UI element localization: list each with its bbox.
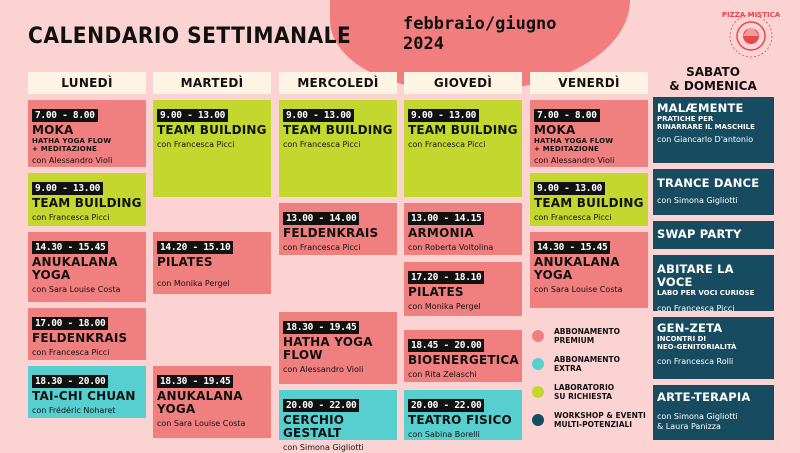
class-teacher: con Alessandro Violi: [534, 156, 615, 165]
pizza-mistica-logo: [723, 8, 779, 62]
class-time: 20.00 - 22.00: [283, 399, 359, 412]
event-teacher: con Simona Gigliotti: [657, 412, 738, 421]
legend-item-extra: [532, 350, 650, 378]
day-header-friday: VENERDÌ: [530, 72, 648, 94]
class-title: TEAM BUILDING: [534, 196, 644, 210]
class-card[interactable]: [28, 173, 146, 226]
legend-swatch: [532, 414, 544, 426]
legend-swatch: [532, 330, 544, 342]
date-range: [403, 14, 557, 54]
class-teacher: con Francesca Picci: [157, 140, 235, 149]
class-title: FELDENKRAIS: [32, 331, 128, 345]
legend-item-premium: [532, 322, 650, 350]
weekend-line-2: & DOMENICA: [669, 79, 757, 93]
class-teacher: con Sara Louise Costa: [534, 285, 623, 294]
legend: [532, 322, 650, 434]
legend-swatch: [532, 358, 544, 370]
legend-label: MULTI-POTENZIALI: [554, 420, 633, 429]
event-title: TRANCE DANCE: [657, 176, 760, 190]
class-time: 18.30 - 19.45: [157, 375, 233, 388]
event-title: SWAP PARTY: [657, 227, 742, 241]
event-title: ABITARE LA VOCE: [657, 262, 734, 289]
class-time: 9.00 - 13.00: [283, 109, 354, 122]
legend-label: LABORATORIO: [554, 383, 615, 392]
class-subtitle: + MEDITAZIONE: [32, 145, 97, 153]
event-teacher: & Laura Panizza: [657, 422, 721, 431]
class-card[interactable]: [530, 100, 648, 167]
class-card[interactable]: [404, 390, 522, 440]
class-time: 7.00 - 8.00: [32, 109, 98, 122]
class-title: TEATRO FISICO: [408, 413, 512, 427]
legend-label: WORKSHOP & EVENTI: [554, 411, 646, 420]
class-title: MOKA: [32, 123, 74, 137]
class-card[interactable]: [279, 203, 397, 255]
class-time: 9.00 - 13.00: [32, 182, 103, 195]
event-teacher: con Giancarlo D'antonio: [657, 135, 754, 144]
class-time: 13.00 - 14.15: [408, 212, 484, 225]
class-title: ANUKALANA YOGA: [534, 255, 620, 282]
class-teacher: con Francesca Picci: [32, 348, 110, 357]
event-teacher: con Francesca Picci: [657, 304, 735, 313]
class-teacher: con Monika Pergel: [157, 279, 230, 288]
class-teacher: con Sara Louise Costa: [157, 419, 246, 428]
class-teacher: con Sabina Borelli: [408, 430, 480, 439]
event-title: ARTE-TERAPIA: [657, 390, 751, 404]
event-card[interactable]: [653, 255, 774, 311]
class-title: FELDENKRAIS: [283, 226, 379, 240]
class-card[interactable]: [404, 100, 522, 197]
class-card[interactable]: [153, 366, 271, 438]
class-time: 9.00 - 13.00: [157, 109, 228, 122]
class-teacher: con Alessandro Violi: [32, 156, 113, 165]
class-time: 14.30 - 15.45: [534, 241, 610, 254]
class-teacher: con Francesca Picci: [283, 243, 361, 252]
legend-label: ABBONAMENTO: [554, 327, 621, 336]
event-title: GEN-ZETA: [657, 321, 723, 335]
class-title: TAI-CHI CHUAN: [32, 389, 136, 403]
page-title: CALENDARIO SETTIMANALE: [28, 24, 352, 49]
class-teacher: con Francesca Picci: [283, 140, 361, 149]
class-card[interactable]: [404, 262, 522, 316]
class-title: PILATES: [157, 255, 213, 269]
day-header-monday: LUNEDÌ: [28, 72, 146, 94]
class-title: BIOENERGETICA: [408, 353, 519, 367]
class-teacher: con Alessandro Violi: [283, 365, 364, 374]
class-teacher: con Francesca Picci: [408, 140, 486, 149]
class-subtitle: HATHA YOGA FLOW: [534, 137, 614, 145]
date-range-months: febbraio/giugno: [403, 14, 557, 34]
event-subtitle: INCONTRI DI: [657, 335, 707, 343]
legend-label: EXTRA: [554, 364, 582, 373]
event-card[interactable]: [653, 317, 774, 379]
day-header-thursday: GIOVEDÌ: [404, 72, 522, 94]
class-teacher: con Sara Louise Costa: [32, 285, 121, 294]
class-time: 20.00 - 22.00: [408, 399, 484, 412]
class-time: 7.00 - 8.00: [534, 109, 600, 122]
class-time: 9.00 - 13.00: [408, 109, 479, 122]
class-teacher: con Simona Gigliotti: [283, 443, 364, 452]
event-subtitle: PRATICHE PER: [657, 115, 714, 123]
class-teacher: con Roberta Voltolina: [408, 243, 494, 252]
event-subtitle: RINARRARE IL MASCHILE: [657, 123, 755, 131]
class-time: 14.30 - 15.45: [32, 241, 108, 254]
class-title: TEAM BUILDING: [32, 196, 142, 210]
class-time: 18.30 - 19.45: [283, 321, 359, 334]
class-teacher: con Francesca Picci: [32, 213, 110, 222]
weekend-line-1: SABATO: [686, 65, 740, 79]
class-subtitle: + MEDITAZIONE: [534, 145, 599, 153]
class-card[interactable]: [404, 330, 522, 382]
class-title: ANUKALANA YOGA: [32, 255, 118, 282]
legend-label: PREMIUM: [554, 336, 595, 345]
class-title: TEAM BUILDING: [408, 123, 518, 137]
event-card[interactable]: [653, 97, 774, 163]
class-teacher: con Monika Pergel: [408, 302, 481, 311]
event-teacher: con Simona Gigliotti: [657, 196, 738, 205]
class-title: HATHA YOGA FLOW: [283, 335, 373, 362]
class-card[interactable]: [153, 232, 271, 294]
class-title: ARMONIA: [408, 226, 474, 240]
class-time: 14.20 - 15.10: [157, 241, 233, 254]
logo-text: PIZZA MISTICA: [721, 11, 781, 19]
class-title: TEAM BUILDING: [283, 123, 393, 137]
event-card[interactable]: [653, 385, 774, 440]
class-card[interactable]: [28, 308, 146, 360]
day-header-tuesday: MARTEDÌ: [153, 72, 271, 94]
class-time: 18.30 - 20.00: [32, 375, 108, 388]
date-range-year: 2024: [403, 34, 444, 54]
event-teacher: con Francesca Rolli: [657, 357, 734, 366]
class-title: CERCHIO GESTALT: [283, 413, 345, 440]
class-card[interactable]: [28, 366, 146, 418]
event-subtitle: NEO-GENITORIALITÀ: [657, 343, 737, 351]
legend-item-workshop: [532, 406, 650, 434]
class-card[interactable]: [279, 312, 397, 384]
legend-swatch: [532, 386, 544, 398]
class-card[interactable]: [279, 390, 397, 452]
day-header-weekend: [652, 65, 774, 93]
legend-item-laboratorio: [532, 378, 650, 406]
class-title: ANUKALANA YOGA: [157, 389, 243, 416]
event-card[interactable]: [653, 221, 774, 249]
class-time: 18.45 - 20.00: [408, 339, 484, 352]
event-card[interactable]: [653, 169, 774, 215]
class-card[interactable]: [530, 173, 648, 226]
class-time: 13.00 - 14.00: [283, 212, 359, 225]
legend-label: SU RICHIESTA: [554, 392, 613, 401]
class-teacher: con Rita Zelaschi: [408, 370, 477, 379]
class-card[interactable]: [28, 232, 146, 302]
class-time: 9.00 - 13.00: [534, 182, 605, 195]
class-title: MOKA: [534, 123, 576, 137]
class-title: PILATES: [408, 285, 464, 299]
class-title: TEAM BUILDING: [157, 123, 267, 137]
event-title: MALÆMENTE: [657, 101, 744, 115]
class-card[interactable]: [28, 100, 146, 167]
legend-label: ABBONAMENTO: [554, 355, 621, 364]
class-teacher: con Frédéric Noharet: [32, 406, 116, 415]
class-card[interactable]: [153, 100, 271, 197]
class-card[interactable]: [530, 232, 648, 308]
class-card[interactable]: [279, 100, 397, 197]
class-subtitle: HATHA YOGA FLOW: [32, 137, 112, 145]
class-time: 17.20 - 18.10: [408, 271, 484, 284]
class-teacher: con Francesca Picci: [534, 213, 612, 222]
class-card[interactable]: [404, 203, 522, 255]
day-header-wednesday: MERCOLEDÌ: [279, 72, 397, 94]
class-time: 17.00 - 18.00: [32, 317, 108, 330]
event-subtitle: LABO PER VOCI CURIOSE: [657, 289, 755, 297]
